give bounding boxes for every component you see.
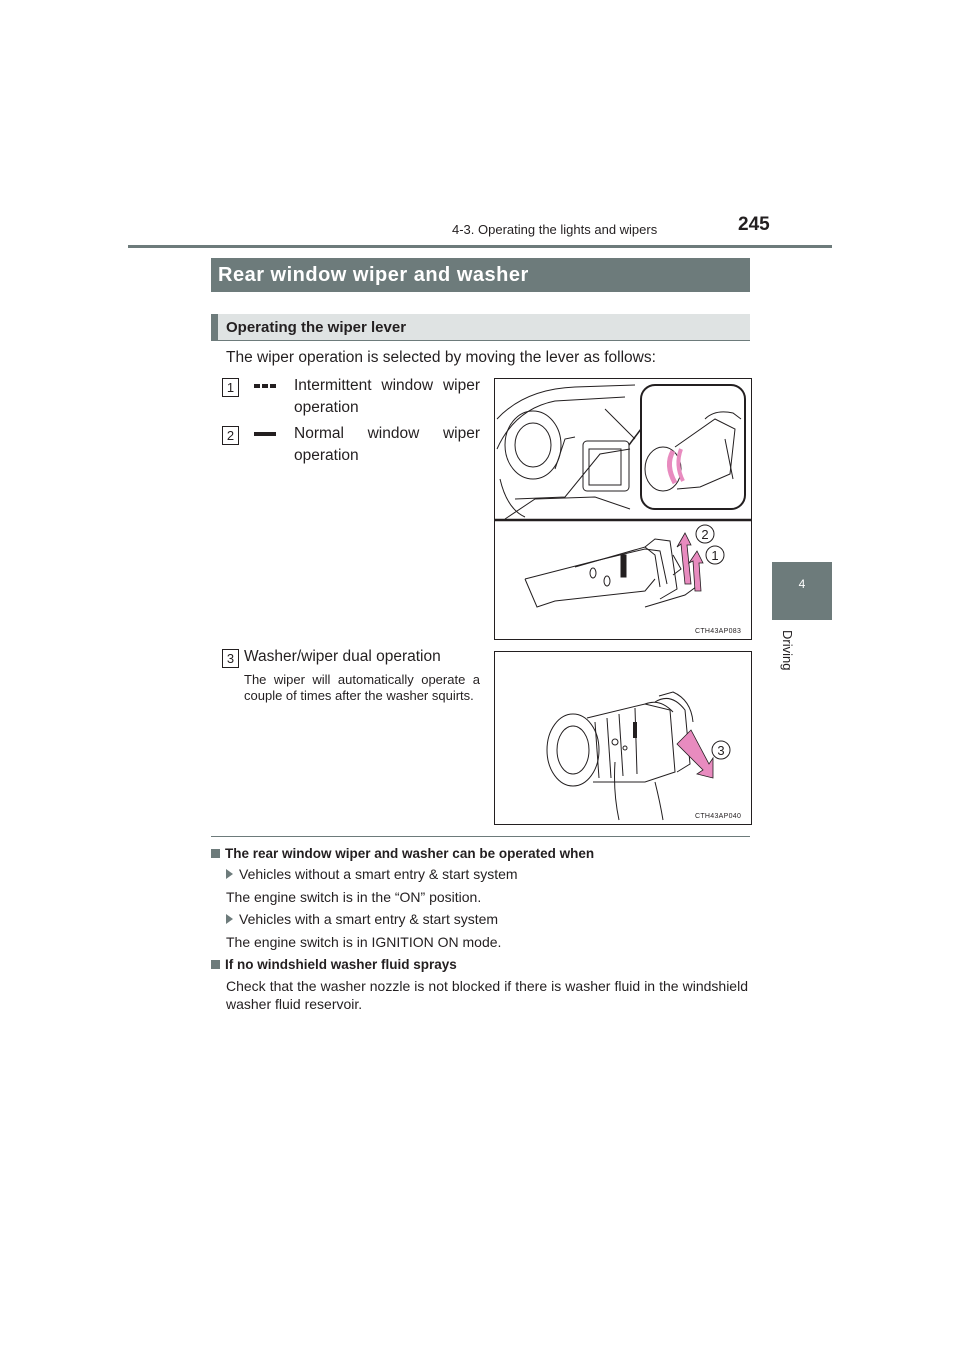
page-number: 245 [738,214,770,235]
triangle-arrow-icon [226,914,233,924]
chapter-label: Driving [780,630,795,671]
step-3-note: The wiper will automatically operate a couple of times after the washer squirts. [244,672,480,703]
page-title: Rear window wiper and washer [211,258,750,292]
washer-lever-illustration [495,652,751,824]
figure-code-2: CTH43AP040 [695,813,742,820]
header-rule [128,245,832,248]
figure-code-1: CTH43AP083 [695,628,742,635]
square-bullet-icon [211,960,220,969]
step-number-1: 1 [222,378,239,397]
section-end-rule [211,836,750,837]
note-text-1: The engine switch is in the “ON” position. [226,889,482,905]
note-condition-2: Vehicles with a smart entry & start system [226,911,498,927]
chapter-number: 4 [798,577,806,591]
note-condition-1: Vehicles without a smart entry & start system [226,866,518,882]
note-heading-2: If no windshield washer fluid sprays [211,957,457,972]
step-number-3: 3 [222,649,239,668]
step-number-2: 2 [222,426,239,445]
section-reference: 4-3. Operating the lights and wipers [452,222,658,237]
intro-text: The wiper operation is selected by moving the lever as follows: [226,349,656,366]
note-paragraph: Check that the washer nozzle is not blocked if there is washer fluid in the windshield washer fluid reservoir. [226,978,748,1012]
triangle-arrow-icon [226,869,233,879]
callout-1: 1 [711,548,719,563]
step-text-1: Intermittent window wiper operation [294,377,480,416]
callout-3: 3 [717,743,725,758]
figure-washer-operation [494,651,752,825]
subheading: Operating the wiper lever [211,314,750,341]
note-heading-1: The rear window wiper and washer can be operated when [211,846,594,861]
chapter-tab [772,562,832,620]
square-bullet-icon [211,849,220,858]
note-text-2: The engine switch is in IGNITION ON mode. [226,934,502,950]
subheading-rule [211,340,750,341]
wiper-lever-illustration [495,379,751,639]
callout-2: 2 [701,527,709,542]
normal-symbol-icon [254,432,276,436]
step-text-3: Washer/wiper dual operation [244,648,441,665]
step-text-2: Normal window wiper operation [294,425,480,464]
intermittent-symbol-icon [254,384,276,388]
figure-wiper-lever [494,378,752,640]
